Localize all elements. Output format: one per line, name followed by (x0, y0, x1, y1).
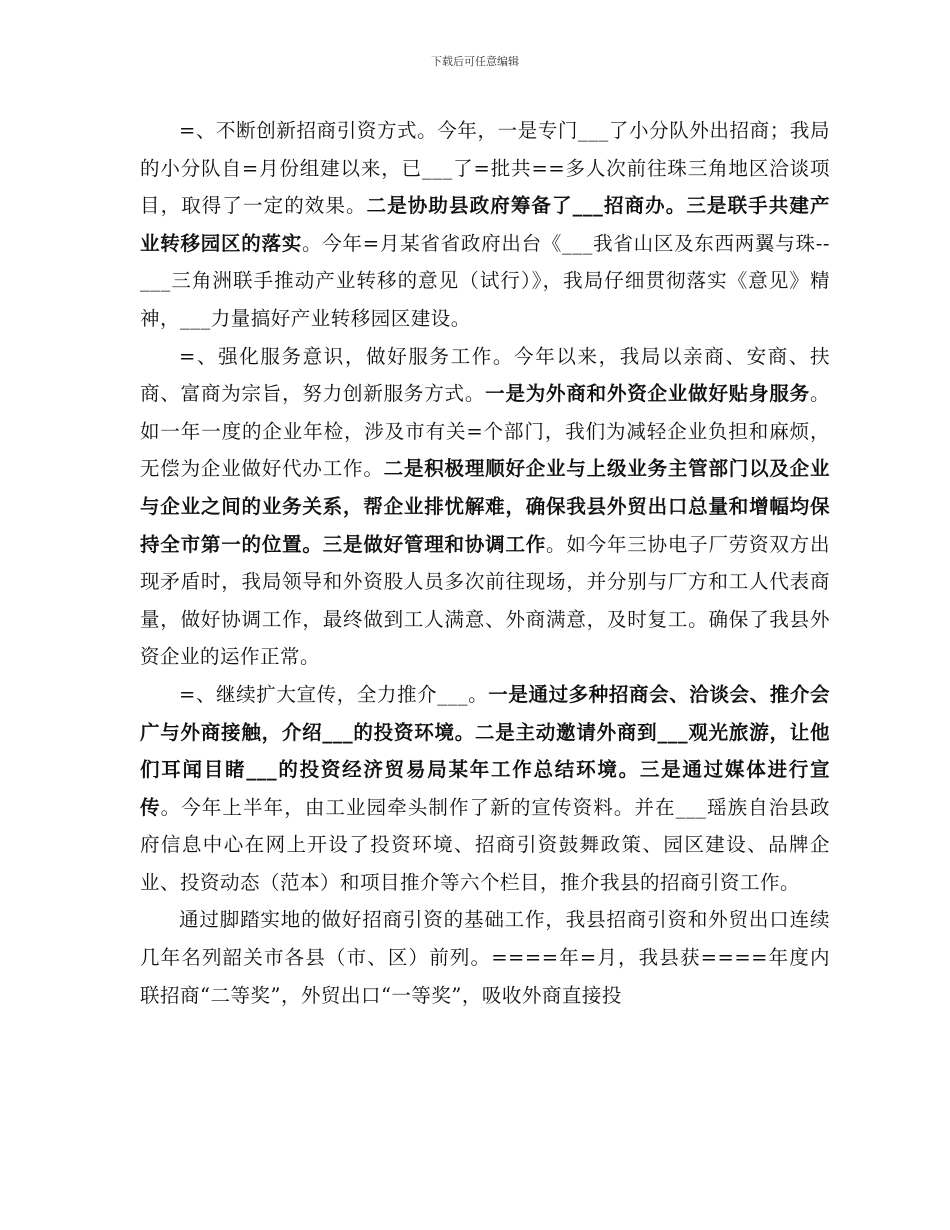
paragraph (140, 901, 830, 1014)
paragraph (140, 338, 830, 676)
page-header: 下载后可任意编辑 (431, 55, 519, 68)
document-body (140, 112, 830, 1014)
bold-text-run: 一是通过多种招商会、洽谈会、推介会广与外商接触，介绍___的投资环境。二是主动邀请外商到___观光旅游，让他们耳闻目睹___的投资经济贸易局某年工作总结环境。三是通过媒体进行宣传 (140, 682, 830, 819)
text-run: 。如一年一度的企业年检，涉及市有关=个部门，我们为减轻企业负担和麻烦，无偿为企业做好代办工作。 (140, 382, 830, 481)
paragraph (140, 676, 830, 902)
text-run: 通过脚踏实地的做好招商引资的基础工作，我县招商引资和外贸出口连续几年名列韶关市各县（市、区）前列。====年=月，我县获====年度内联招商“二等奖”，外贸出口“一等奖”，吸收外商直接投 (140, 908, 830, 1007)
bold-text-run: 二是协助县政府筹备了___招商办。三是联手共建产业转移园区的落实 (140, 194, 830, 255)
text-run: 。今年上半年，由工业园牵头制作了新的宣传资料。并在___瑶族自治县政府信息中心在网上开设了投资环境、招商引资鼓舞政策、园区建设、品牌企业、投资动态（范本）和项目推介等六个栏目，推介我县的招商引资工作。 (140, 795, 830, 894)
bold-text-run: 二是积极理顺好企业与上级业务主管部门以及企业与企业之间的业务关系，帮企业排忧解难，确保我县外贸出口总量和增幅均保持全市第一的位置。三是做好管理和协调工作 (140, 457, 830, 556)
paragraph (140, 112, 830, 338)
text-run: 。如今年三协电子厂劳资双方出现矛盾时，我局领导和外资股人员多次前往现场，并分别与厂方和工人代表商量，做好协调工作，最终做到工人满意、外商满意，及时复工。确保了我县外资企业的运作正常。 (140, 532, 830, 669)
text-run: 。今年=月某省省政府出台《___我省山区及东西两翼与珠--___三角洲联手推动产业转移的意见（试行）》，我局仔细贯彻落实《意见》精神，___力量搞好产业转移园区建设。 (140, 231, 830, 330)
text-run: =、强化服务意识，做好服务工作。今年以来，我局以亲商、安商、扶商、富商为宗旨，努力创新服务方式。 (140, 344, 830, 406)
bold-text-run: 一是为外商和外资企业做好贴身服务 (485, 382, 810, 406)
text-run: =、不断创新招商引资方式。今年，一是专门___了小分队外出招商；我局的小分队自=月份组建以来，已___了=批共==多人次前往珠三角地区洽谈项目，取得了一定的效果。 (140, 119, 830, 218)
text-run: =、继续扩大宣传，全力推介___。 (179, 682, 489, 706)
